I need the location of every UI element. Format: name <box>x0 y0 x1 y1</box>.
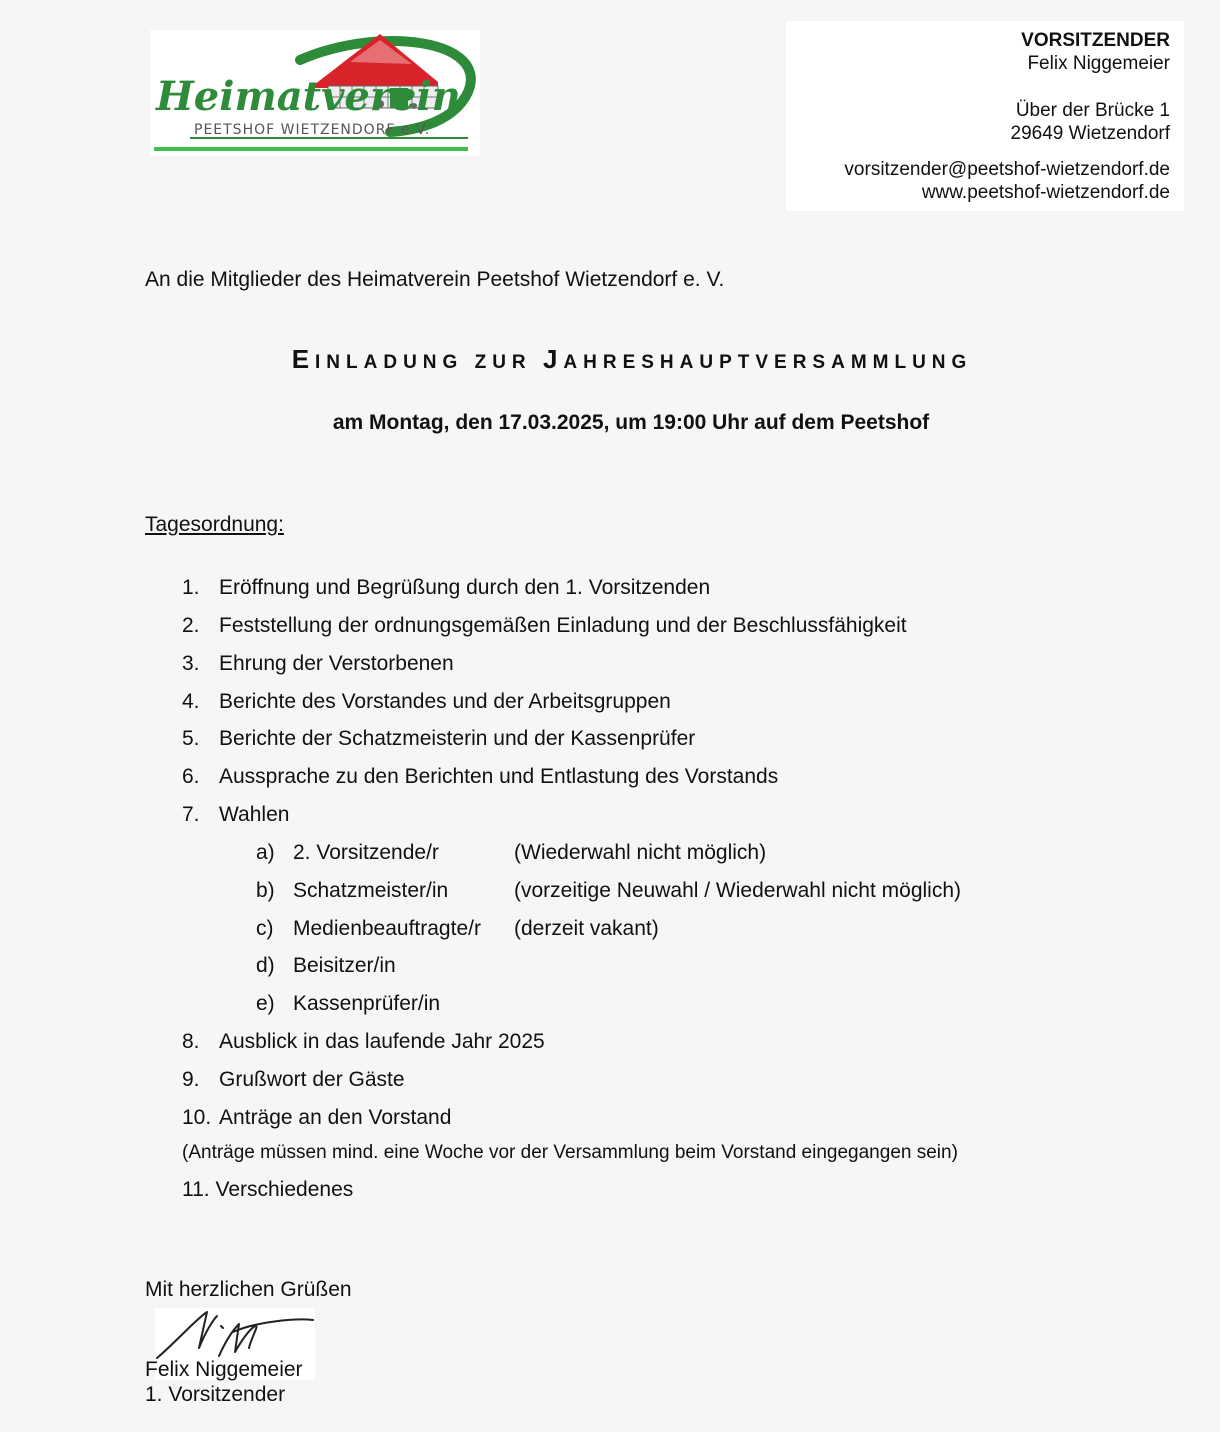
subitem-letter: d) <box>256 954 275 977</box>
sender-street: Über der Brücke 1 <box>1015 100 1170 121</box>
sender-name: Felix Niggemeier <box>1027 53 1170 74</box>
election-subitem <box>256 841 767 865</box>
sender-box <box>786 21 1184 211</box>
title-initial-j: J <box>542 344 564 374</box>
sender-website: www.peetshof-wietzendorf.de <box>921 182 1170 203</box>
agenda-item <box>182 803 290 827</box>
agenda-item-number: 2. <box>182 614 200 637</box>
signatory <box>145 1357 303 1407</box>
title-initial-e: E <box>291 344 316 374</box>
subitem-label: Kassenprüfer/in <box>293 992 441 1015</box>
subitem-label: Schatzmeister/in <box>293 879 449 902</box>
agenda-item-number: 11. <box>182 1178 210 1201</box>
agenda-item <box>182 576 711 600</box>
subitem-label: Medienbeauftragte/r <box>293 917 481 940</box>
agenda-item <box>182 690 671 714</box>
logo-wordmark: Heimatverein <box>156 73 461 120</box>
signatory-name: Felix Niggemeier <box>145 1358 303 1381</box>
agenda-item-number: 7. <box>182 803 200 826</box>
agenda-item <box>182 1030 545 1054</box>
heimatverein-logo <box>150 30 480 156</box>
agenda-item-number: 9. <box>182 1068 200 1091</box>
agenda-item <box>182 1106 451 1130</box>
agenda-item-text: Anträge an den Vorstand <box>219 1106 452 1129</box>
agenda-item-number: 6. <box>182 765 200 788</box>
agenda-item-number: 3. <box>182 652 200 675</box>
agenda-item <box>182 1178 353 1202</box>
agenda-item <box>182 727 696 751</box>
election-subitem <box>256 917 659 941</box>
election-subitem <box>256 954 396 978</box>
recipient-line: An die Mitglieder des Heimatverein Peetshof Wietzendorf e. V. <box>145 268 725 291</box>
subitem-letter: e) <box>256 992 275 1015</box>
election-subitem <box>256 992 441 1016</box>
agenda-heading: Tagesordnung: <box>145 513 284 536</box>
agenda-item-number: 1. <box>182 576 200 599</box>
subitem-note: (derzeit vakant) <box>514 917 659 940</box>
logo-subline: PEETSHOF WIETZENDORF e.V. <box>194 122 431 138</box>
sender-city: 29649 Wietzendorf <box>1010 123 1170 144</box>
closing-greeting: Mit herzlichen Grüßen <box>145 1278 352 1301</box>
agenda-item-number: 8. <box>182 1030 200 1053</box>
agenda-item-number: 10. <box>182 1106 212 1129</box>
agenda-item-text: Ehrung der Verstorbenen <box>219 652 454 675</box>
agenda-item <box>182 765 779 789</box>
subitem-letter: c) <box>256 917 274 940</box>
agenda-item <box>182 1068 405 1092</box>
agenda-item-text: Aussprache zu den Berichten und Entlastung des Vorstands <box>219 765 779 788</box>
agenda-item-text: Berichte des Vorstandes und der Arbeitsgruppen <box>219 690 671 713</box>
subitem-note: (vorzeitige Neuwahl / Wiederwahl nicht möglich) <box>514 879 962 902</box>
agenda-item-number: 5. <box>182 727 200 750</box>
agenda-item-text: Verschiedenes <box>215 1178 354 1201</box>
agenda-item-text: Wahlen <box>219 803 290 826</box>
subitem-letter: a) <box>256 841 275 864</box>
agenda-item-text: Eröffnung und Begrüßung durch den 1. Vorsitzenden <box>219 576 711 599</box>
agenda-item <box>182 614 907 638</box>
signatory-role: 1. Vorsitzender <box>145 1383 286 1406</box>
agenda-item-number: 4. <box>182 690 200 713</box>
agenda-item-text: Berichte der Schatzmeisterin und der Kassenprüfer <box>219 727 696 750</box>
agenda-item <box>182 652 454 676</box>
title-word-zur: ZUR <box>474 352 532 373</box>
document-title <box>0 344 1220 375</box>
subitem-note: (Wiederwahl nicht möglich) <box>514 841 767 864</box>
subitem-letter: b) <box>256 879 275 902</box>
logo-graphic <box>150 30 480 156</box>
election-subitem <box>256 879 962 903</box>
title-word-jahreshauptversammlung: AHRESHAUPTVERSAMMLUNG <box>563 352 973 373</box>
agenda-item-text: Ausblick in das laufende Jahr 2025 <box>219 1030 545 1053</box>
antraege-remark: (Anträge müssen mind. eine Woche vor der Versammlung beim Vorstand eingegangen sein) <box>182 1142 958 1163</box>
subitem-label: 2. Vorsitzende/r <box>293 841 439 864</box>
sender-role: VORSITZENDER <box>1021 30 1170 51</box>
agenda-item-text: Grußwort der Gäste <box>219 1068 405 1091</box>
title-word-einladung: INLADUNG <box>315 352 464 373</box>
sender-email: vorsitzender@peetshof-wietzendorf.de <box>844 159 1170 180</box>
subitem-label: Beisitzer/in <box>293 954 396 977</box>
agenda-item-text: Feststellung der ordnungsgemäßen Einladung und der Beschlussfähigkeit <box>219 614 907 637</box>
meeting-date: am Montag, den 17.03.2025, um 19:00 Uhr auf dem Peetshof <box>332 411 930 434</box>
